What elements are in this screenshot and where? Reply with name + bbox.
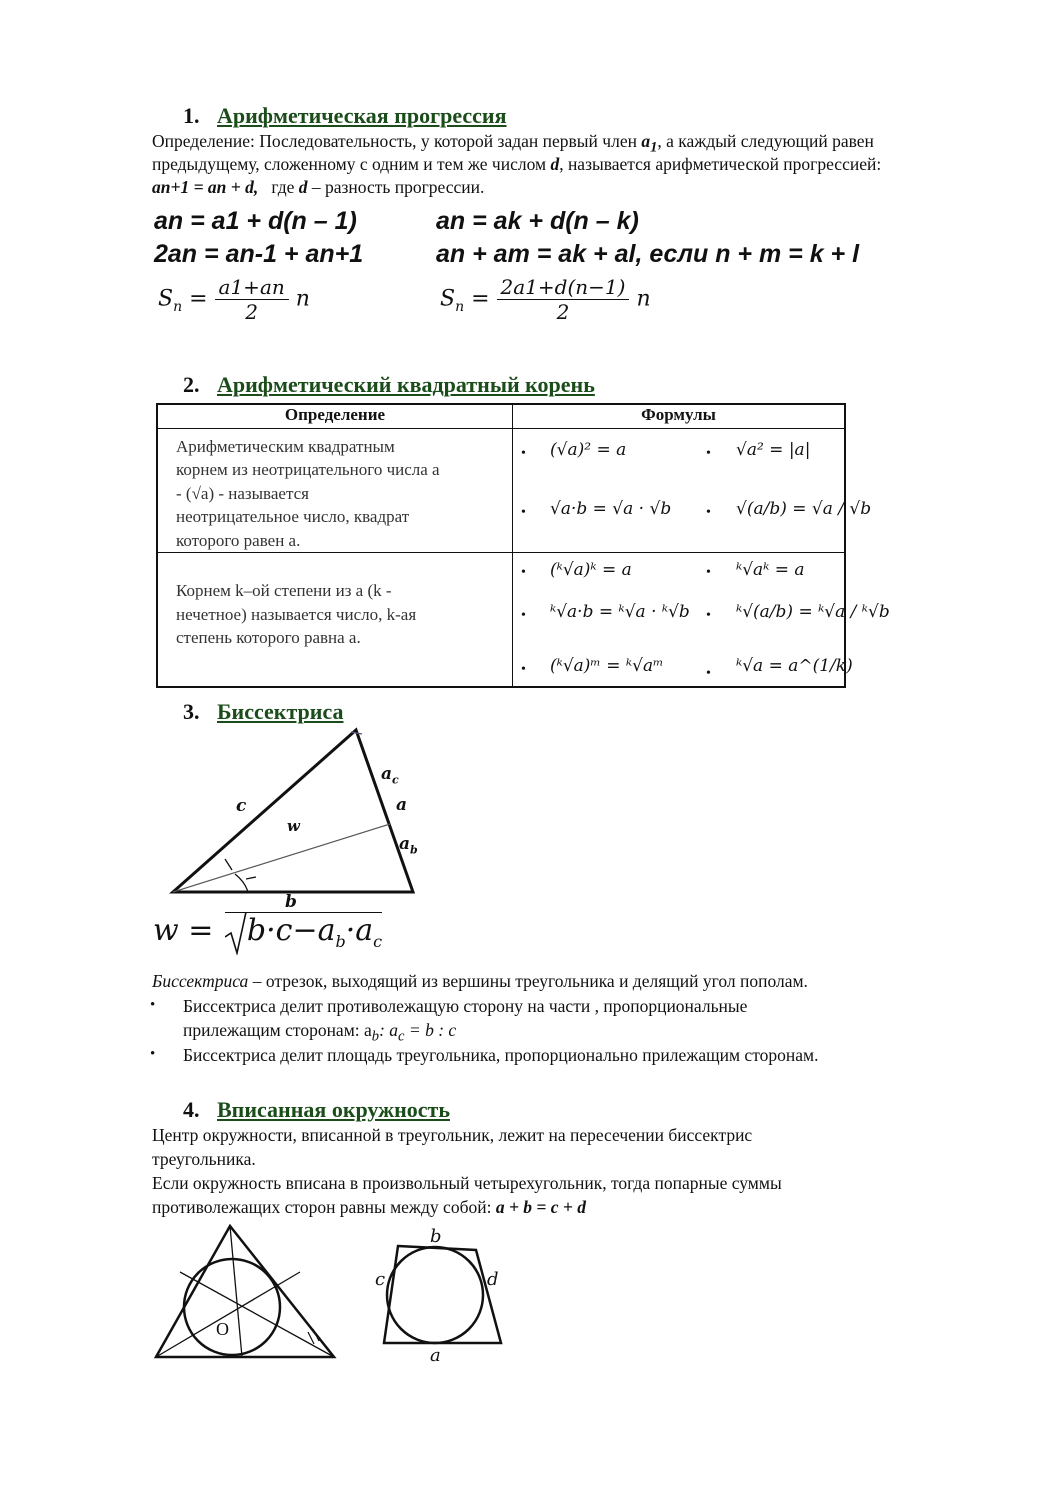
var: a — [399, 834, 411, 854]
formula-sum-indices: an + am = ak + al, если n + m = k + l — [436, 240, 860, 268]
bisector-property-1-line-1: Биссектриса делит противолежащую сторону на части , пропорциональные — [183, 996, 748, 1016]
n-symbol: n — [636, 286, 651, 312]
incircle-text-line-1: Центр окружности, вписанной в треугольник, лежит на пересечении биссектрис — [152, 1125, 753, 1145]
label-side-a: a — [396, 795, 408, 815]
label-side-d: d — [487, 1269, 499, 1290]
label-center-o: O — [216, 1319, 229, 1339]
formula-mth-power-of-root: (ᵏ√a)ᵐ = ᵏ√aᵐ — [550, 656, 664, 676]
label-side-c: c — [375, 1269, 386, 1290]
bullet: • — [706, 505, 711, 520]
section-number: 2. — [183, 372, 200, 397]
denominator: 2 — [556, 300, 570, 324]
label-ab — [399, 834, 418, 856]
def-line: степень которого равна a. — [176, 628, 361, 647]
bullet: • — [706, 565, 711, 580]
triangle — [173, 730, 413, 892]
formula-square-of-root: (√a)² = a — [550, 440, 627, 460]
formula-root-quotient: √(a/b) = √a / √b — [736, 499, 872, 519]
var: a — [381, 764, 393, 784]
text: , называется арифметической прогрессией: — [559, 154, 882, 174]
bullet: • — [521, 565, 526, 580]
var: d — [298, 177, 308, 197]
definition-cell-kth-root — [157, 553, 513, 688]
formula-middle-term: 2an = an-1 + an+1 — [154, 240, 364, 268]
sub: c — [373, 932, 383, 951]
label-side-c: c — [236, 796, 247, 816]
sub: b — [335, 932, 346, 951]
radical-sign-icon — [225, 911, 247, 955]
recurrence-formula: an+1 = an + d, — [152, 177, 259, 197]
sub: c — [392, 773, 399, 787]
bullet: • — [521, 662, 526, 677]
incircle-triangle-diagram — [150, 1220, 350, 1365]
bisector — [230, 1226, 242, 1357]
bullet: • — [150, 997, 156, 1013]
text: : a — [379, 1020, 399, 1040]
text: , а каждый следующий равен — [657, 131, 874, 151]
definition-line-2 — [152, 153, 881, 176]
numerator: a1+an — [215, 275, 289, 300]
formula-kth-root-product: ᵏ√a·b = ᵏ√a · ᵏ√b — [550, 602, 690, 622]
formula-nth-term: an = a1 + d(n – 1) — [154, 207, 357, 235]
section-title: Вписанная окружность — [217, 1097, 450, 1122]
section-title: Биссектриса — [217, 699, 344, 724]
sub: b — [410, 843, 418, 857]
formula-root-of-square: √a² = |a| — [736, 440, 811, 460]
bullet: • — [706, 666, 711, 681]
radicand: ·a — [345, 913, 374, 948]
formula-kth-root-quotient: ᵏ√(a/b) = ᵏ√a / ᵏ√b — [736, 602, 890, 622]
radicand: b·c−a — [246, 913, 336, 948]
def-line: которого равен a. — [176, 530, 301, 550]
formula-root-product: √a·b = √a · √b — [550, 499, 672, 519]
lhs: w = — [153, 913, 214, 948]
text: где — [271, 177, 295, 197]
label-side-a: a — [430, 1345, 441, 1366]
angle-tick — [308, 1332, 314, 1344]
numerator: 2a1+d(n−1) — [497, 275, 630, 300]
incircle-text-line-4 — [152, 1196, 586, 1219]
fraction — [215, 275, 289, 324]
bullet: • — [521, 608, 526, 623]
incircle-quadrilateral-diagram — [378, 1240, 508, 1350]
formula-nth-term-k: an = ak + d(n – k) — [436, 207, 639, 235]
formula-root-as-power: ᵏ√a = a^(1/k) — [736, 656, 853, 676]
inscribed-circle — [387, 1247, 483, 1343]
text: предыдущему, сложенному с одним и тем же числом — [152, 154, 551, 174]
var: d — [550, 154, 560, 174]
angle-tick — [246, 877, 256, 879]
definition-line-3 — [152, 176, 484, 199]
label-side-b: b — [285, 892, 297, 912]
bullet: • — [521, 505, 526, 520]
text: = b : c — [404, 1020, 457, 1040]
section-number: 4. — [183, 1097, 200, 1122]
sub: c — [398, 1028, 405, 1045]
section-title: Арифметический квадратный корень — [217, 372, 595, 397]
formula-sum-2: $S_n$ = $\frac{2a1+d(n-1)}{2}$ n — [440, 275, 651, 324]
angle-tick — [225, 859, 232, 870]
bullet: • — [706, 446, 711, 461]
incircle-text-line-3: Если окружность вписана в произвольный четырехугольник, тогда попарные суммы — [152, 1173, 782, 1193]
incircle-text-line-2: треугольника. — [152, 1149, 256, 1169]
def-line: Арифметическим квадратным — [176, 436, 395, 456]
var: a — [641, 131, 651, 151]
bisector-length-formula — [153, 912, 382, 951]
text: прилежащим сторонам: a — [183, 1020, 372, 1040]
quad-condition: a + b = c + d — [495, 1197, 587, 1217]
term: Биссектриса — [152, 971, 249, 991]
bullet: • — [706, 608, 711, 623]
def-line: неотрицательное число, квадрат — [176, 507, 410, 526]
sub: b — [371, 1028, 380, 1045]
bullet: • — [150, 1046, 156, 1062]
section-4-heading — [183, 1097, 450, 1123]
fraction — [497, 275, 630, 324]
column-header-definition: Определение — [157, 404, 513, 428]
text: противолежащих сторон равны между собой: — [152, 1197, 496, 1217]
radical — [225, 912, 382, 951]
s-symbol: S — [440, 286, 456, 312]
text: – отрезок, выходящий из вершины треугольника и делящий угол пополам. — [248, 971, 808, 991]
label-ac — [381, 764, 399, 786]
section-title: Арифметическая прогрессия — [217, 103, 507, 128]
formula-kth-power-of-root: (ᵏ√a)ᵏ = a — [550, 560, 632, 580]
definition-cell-square-root — [157, 428, 513, 553]
column-header-formulas: Формулы — [513, 404, 846, 428]
bisector-property-2: Биссектриса делит площадь треугольника, пропорционально прилежащим сторонам. — [183, 1045, 819, 1065]
bisector-definition — [152, 970, 808, 993]
angle-arc — [235, 874, 248, 892]
n-symbol: n — [295, 286, 310, 312]
section-1-heading — [183, 103, 506, 129]
section-number: 3. — [183, 699, 200, 724]
def-line: нечетное) называется число, k-ая — [176, 604, 417, 624]
denominator: 2 — [245, 300, 258, 324]
bullet: • — [521, 446, 526, 461]
label-side-b: b — [430, 1226, 442, 1247]
inscribed-circle — [184, 1259, 280, 1355]
formula-sum-1: $S_n$ = $\frac{a1+an}{2}$ n — [158, 275, 310, 324]
section-number: 1. — [183, 103, 200, 128]
label-bisector-w: w — [287, 817, 300, 835]
text: – разность прогрессии. — [311, 177, 485, 197]
def-line: Корнем k–ой степени из a (k - — [176, 581, 392, 600]
s-symbol: S — [158, 286, 174, 312]
triangle — [156, 1226, 334, 1357]
def-line: корнем из неотрицательного числа a — [176, 460, 440, 479]
bisector-line — [173, 824, 390, 892]
formula-kth-root-of-power: ᵏ√aᵏ = a — [736, 560, 805, 580]
def-line: - (√a) - называется — [176, 483, 309, 503]
text: Определение: Последовательность, у которой задан первый член — [152, 131, 642, 151]
section-2-heading — [183, 372, 595, 398]
sub: 1 — [650, 139, 658, 156]
